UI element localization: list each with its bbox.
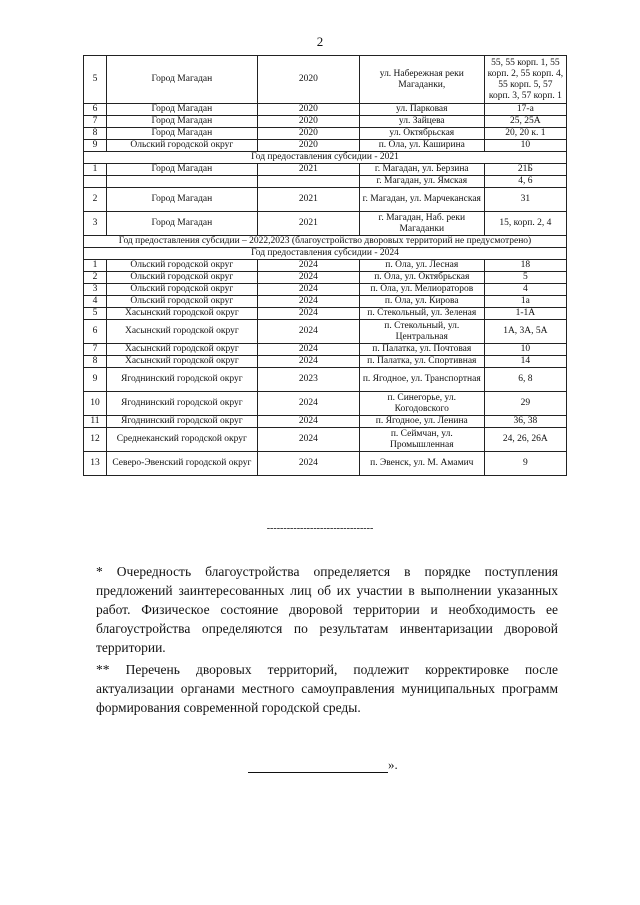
table-row xyxy=(84,368,567,392)
year-cell: 2024 xyxy=(257,272,359,284)
address-cell: ул. Октябрьская xyxy=(359,128,484,140)
address-cell: п. Ола, ул. Мелиораторов xyxy=(359,284,484,296)
address-cell: г. Магадан, ул. Ямская xyxy=(359,176,484,188)
address-cell: г. Магадан, ул. Берзина xyxy=(359,164,484,176)
address-cell: п. Ола, ул. Каширина xyxy=(359,140,484,152)
municipality-cell: Город Магадан xyxy=(106,128,257,140)
courtyard-table xyxy=(83,55,567,476)
house-numbers-cell: 25, 25А xyxy=(484,116,566,128)
row-number: 9 xyxy=(84,368,107,392)
section-heading: Год предоставления субсидии - 2024 xyxy=(84,248,567,260)
address-cell: г. Магадан, ул. Марчеканская xyxy=(359,188,484,212)
closing-signoff xyxy=(248,757,398,773)
row-number: 8 xyxy=(84,128,107,140)
house-numbers-cell: 21Б xyxy=(484,164,566,176)
separator-line: -------------------------------- xyxy=(266,523,374,534)
year-cell: 2021 xyxy=(257,212,359,236)
table-row xyxy=(84,260,567,272)
address-cell: ул. Парковая xyxy=(359,104,484,116)
table-row xyxy=(84,416,567,428)
address-cell: г. Магадан, Наб. реки Магаданки xyxy=(359,212,484,236)
year-cell: 2024 xyxy=(257,452,359,476)
address-cell: ул. Зайцева xyxy=(359,116,484,128)
house-numbers-cell: 4, 6 xyxy=(484,176,566,188)
house-numbers-cell: 5 xyxy=(484,272,566,284)
house-numbers-cell: 18 xyxy=(484,260,566,272)
address-cell: п. Стекольный, ул. Центральная xyxy=(359,320,484,344)
year-cell: 2024 xyxy=(257,428,359,452)
house-numbers-cell: 6, 8 xyxy=(484,368,566,392)
row-number: 11 xyxy=(84,416,107,428)
municipality-cell: Ольский городской округ xyxy=(106,272,257,284)
municipality-cell: Ягоднинский городской округ xyxy=(106,392,257,416)
municipality-cell: Северо-Эвенский городской округ xyxy=(106,452,257,476)
signature-line xyxy=(248,760,388,773)
footnote-list: ** Перечень дворовых территорий, подлежит корректировке после актуализации органами местного самоуправления муниципальных программ формирования современной городской среды. xyxy=(96,662,558,715)
house-numbers-cell: 1-1А xyxy=(484,308,566,320)
table-row xyxy=(84,104,567,116)
year-cell: 2020 xyxy=(257,128,359,140)
municipality-cell: Ягоднинский городской округ xyxy=(106,416,257,428)
row-number: 7 xyxy=(84,344,107,356)
table-row xyxy=(84,272,567,284)
table-row xyxy=(84,296,567,308)
row-number: 7 xyxy=(84,116,107,128)
table-row xyxy=(84,308,567,320)
row-number: 13 xyxy=(84,452,107,476)
municipality-cell: Город Магадан xyxy=(106,116,257,128)
municipality-cell: Хасынский городской округ xyxy=(106,308,257,320)
year-cell: 2024 xyxy=(257,260,359,272)
row-number: 3 xyxy=(84,212,107,236)
table-row xyxy=(84,116,567,128)
row-number: 6 xyxy=(84,320,107,344)
year-cell: 2020 xyxy=(257,56,359,104)
address-cell: п. Стекольный, ул. Зеленая xyxy=(359,308,484,320)
municipality-cell xyxy=(106,176,257,188)
table-section-row xyxy=(84,248,567,260)
closing-mark: ». xyxy=(388,757,398,772)
address-cell: ул. Набережная реки Магаданки, xyxy=(359,56,484,104)
municipality-cell: Ольский городской округ xyxy=(106,140,257,152)
row-number: 12 xyxy=(84,428,107,452)
house-numbers-cell: 55, 55 корп. 1, 55 корп. 2, 55 корп. 4, 55 корп. 5, 57 корп. 3, 57 корп. 1 xyxy=(484,56,566,104)
year-cell: 2021 xyxy=(257,188,359,212)
table-row xyxy=(84,320,567,344)
section-heading: Год предоставления субсидии - 2021 xyxy=(84,152,567,164)
year-cell: 2020 xyxy=(257,140,359,152)
row-number: 1 xyxy=(84,260,107,272)
year-cell: 2024 xyxy=(257,296,359,308)
table-row xyxy=(84,56,567,104)
year-cell: 2023 xyxy=(257,368,359,392)
year-cell: 2021 xyxy=(257,164,359,176)
municipality-cell: Ольский городской округ xyxy=(106,284,257,296)
table-row xyxy=(84,212,567,236)
year-cell: 2024 xyxy=(257,308,359,320)
table-row xyxy=(84,140,567,152)
table-section-row xyxy=(84,236,567,248)
address-cell: п. Ола, ул. Лесная xyxy=(359,260,484,272)
house-numbers-cell: 15, корп. 2, 4 xyxy=(484,212,566,236)
row-number: 1 xyxy=(84,164,107,176)
year-cell: 2024 xyxy=(257,344,359,356)
municipality-cell: Хасынский городской округ xyxy=(106,356,257,368)
house-numbers-cell: 31 xyxy=(484,188,566,212)
year-cell: 2024 xyxy=(257,284,359,296)
table-row xyxy=(84,128,567,140)
year-cell: 2024 xyxy=(257,416,359,428)
row-number: 2 xyxy=(84,188,107,212)
footnote-order: * Очередность благоустройства определяется в порядке поступления предложений заинтересованных лиц об их участии в выполнении указанных работ. Физическое состояние дворовой территории и необходимость ее благоустройства определяются по результатам инвентаризации дворовой территории. xyxy=(96,564,558,655)
municipality-cell: Город Магадан xyxy=(106,212,257,236)
table-row xyxy=(84,164,567,176)
address-cell: п. Ола, ул. Октябрьская xyxy=(359,272,484,284)
row-number: 3 xyxy=(84,284,107,296)
house-numbers-cell: 14 xyxy=(484,356,566,368)
address-cell: п. Палатка, ул. Спортивная xyxy=(359,356,484,368)
address-cell: п. Ягодное, ул. Ленина xyxy=(359,416,484,428)
courtyard-table-body xyxy=(84,56,567,476)
row-number: 6 xyxy=(84,104,107,116)
address-cell: п. Ягодное, ул. Транспортная xyxy=(359,368,484,392)
municipality-cell: Хасынский городской округ xyxy=(106,320,257,344)
house-numbers-cell: 29 xyxy=(484,392,566,416)
municipality-cell: Город Магадан xyxy=(106,188,257,212)
table-row xyxy=(84,284,567,296)
municipality-cell: Ягоднинский городской округ xyxy=(106,368,257,392)
row-number: 2 xyxy=(84,272,107,284)
address-cell: п. Сеймчан, ул. Промышленная xyxy=(359,428,484,452)
address-cell: п. Палатка, ул. Почтовая xyxy=(359,344,484,356)
row-number: 8 xyxy=(84,356,107,368)
year-cell: 2024 xyxy=(257,392,359,416)
house-numbers-cell: 10 xyxy=(484,140,566,152)
table-row xyxy=(84,344,567,356)
address-cell: п. Эвенск, ул. М. Амамич xyxy=(359,452,484,476)
year-cell: 2024 xyxy=(257,356,359,368)
section-heading: Год предоставления субсидии – 2022,2023 (благоустройство дворовых территорий не предусмотрено) xyxy=(84,236,567,248)
table-section-row xyxy=(84,152,567,164)
address-cell: п. Ола, ул. Кирова xyxy=(359,296,484,308)
table-row xyxy=(84,188,567,212)
house-numbers-cell: 9 xyxy=(484,452,566,476)
house-numbers-cell: 4 xyxy=(484,284,566,296)
house-numbers-cell: 24, 26, 26А xyxy=(484,428,566,452)
address-cell: п. Синегорье, ул. Когодовского xyxy=(359,392,484,416)
year-cell: 2020 xyxy=(257,104,359,116)
table-row xyxy=(84,356,567,368)
row-number: 4 xyxy=(84,296,107,308)
table-row xyxy=(84,176,567,188)
municipality-cell: Город Магадан xyxy=(106,164,257,176)
row-number: 9 xyxy=(84,140,107,152)
year-cell: 2024 xyxy=(257,320,359,344)
year-cell: 2020 xyxy=(257,116,359,128)
row-number: 10 xyxy=(84,392,107,416)
municipality-cell: Город Магадан xyxy=(106,56,257,104)
house-numbers-cell: 36, 38 xyxy=(484,416,566,428)
year-cell xyxy=(257,176,359,188)
page-number: 2 xyxy=(316,34,324,49)
table-row xyxy=(84,392,567,416)
municipality-cell: Среднеканский городской округ xyxy=(106,428,257,452)
house-numbers-cell: 17-а xyxy=(484,104,566,116)
row-number: 5 xyxy=(84,56,107,104)
table-row xyxy=(84,452,567,476)
house-numbers-cell: 1а xyxy=(484,296,566,308)
municipality-cell: Город Магадан xyxy=(106,104,257,116)
table-row xyxy=(84,428,567,452)
municipality-cell: Ольский городской округ xyxy=(106,296,257,308)
row-number xyxy=(84,176,107,188)
house-numbers-cell: 20, 20 к. 1 xyxy=(484,128,566,140)
house-numbers-cell: 10 xyxy=(484,344,566,356)
municipality-cell: Ольский городской округ xyxy=(106,260,257,272)
row-number: 5 xyxy=(84,308,107,320)
municipality-cell: Хасынский городской округ xyxy=(106,344,257,356)
house-numbers-cell: 1А, 3А, 5А xyxy=(484,320,566,344)
